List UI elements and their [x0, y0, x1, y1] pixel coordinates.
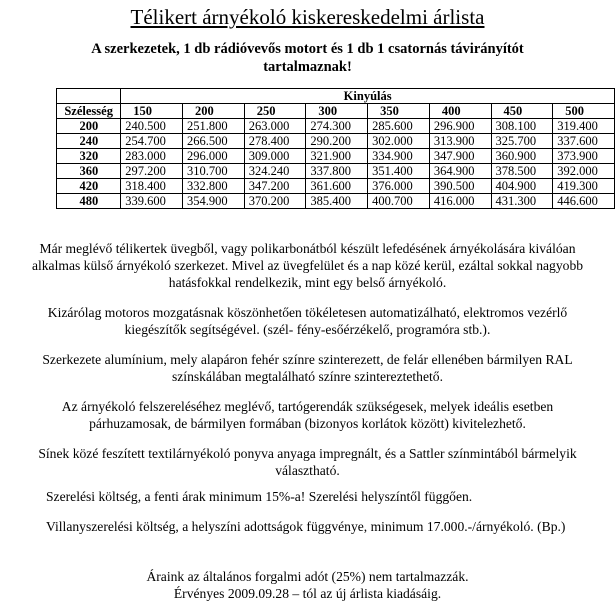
paragraph-validity: Érvényes 2009.09.28 – tól az új árlista kiadásáig.	[173, 586, 442, 601]
table-cell-price: 347.900	[429, 149, 491, 164]
table-cell-price: 310.700	[183, 164, 245, 179]
table-group-header-row	[57, 89, 615, 104]
table-cell-price: 290.200	[306, 134, 368, 149]
table-column-header: 350	[368, 104, 430, 119]
table-row	[57, 194, 615, 209]
table-cell-price: 332.800	[183, 179, 245, 194]
table-row	[57, 134, 615, 149]
table-cell-price: 278.400	[244, 134, 306, 149]
table-cell-price: 337.600	[553, 134, 615, 149]
table-body	[57, 119, 615, 209]
table-cell-price: 400.700	[368, 194, 430, 209]
table-row	[57, 179, 615, 194]
paragraph-description: Már meglévő télikertek üvegből, vagy polikarbonátból készült lefedésének árnyékolására kiválóan alkalmas külső árnyékoló szerkezet. Mivel az üvegfelület és a nap közé kerül, ezáltal sokkal nagyobb hatásfokkal rendelkezik, mint egy belső árnyékoló.	[31, 241, 584, 290]
table-column-header: 300	[306, 104, 368, 119]
table-cell-price: 274.300	[306, 119, 368, 134]
table-row	[57, 119, 615, 134]
table-cell-price: 337.800	[306, 164, 368, 179]
table-cell-price: 354.900	[183, 194, 245, 209]
page-title: Télikert árnyékoló kiskereskedelmi árlista	[130, 5, 485, 29]
table-cell-price: 446.600	[553, 194, 615, 209]
table-cell-price: 364.900	[429, 164, 491, 179]
paragraph-electrical-cost: Villanyszerelési költség, a helyszíni adottságok függvénye, minimum 17.000.-/árnyékoló. (Bp.)	[46, 519, 566, 534]
table-cell-price: 263.000	[244, 119, 306, 134]
price-table	[56, 88, 615, 209]
paragraph-structure: Szerkezete alumínium, mely alapáron fehér színre szinterezett, de felár ellenében bármilyen RAL színskálában megtalálható színre szintereztethető.	[42, 352, 573, 384]
table-cell-price: 309.000	[244, 149, 306, 164]
paragraph-automation: Kizárólag motoros mozgatásnak köszönhetően tökéletesen automatizálható, elektromos vezérlő kiegészítők segítségével. (szél- fény-esőérzékelő, programóra stb.).	[47, 305, 568, 337]
table-cell-price: 360.900	[491, 149, 553, 164]
table-row-label: 480	[57, 194, 121, 209]
table-cell-price: 313.900	[429, 134, 491, 149]
table-column-header: 250	[244, 104, 306, 119]
table-row-label: 240	[57, 134, 121, 149]
table-cell-price: 390.500	[429, 179, 491, 194]
table-row	[57, 149, 615, 164]
paragraph-mounting: Az árnyékoló felszereléséhez meglévő, tartógerendák szükségesek, melyek ideális esetben párhuzamosak, de bármilyen formában (bizonyos korlátok között) kivitelezhető.	[61, 399, 554, 431]
table-cell-price: 416.000	[429, 194, 491, 209]
table-cell-price: 378.500	[491, 164, 553, 179]
table-cell-price: 285.600	[368, 119, 430, 134]
paragraph-fabric: Sínek közé feszített textilárnyékoló ponyva anyaga impregnált, és a Sattler színmintából bármelyik választható.	[38, 446, 577, 478]
table-cell-price: 318.400	[121, 179, 183, 194]
paragraph-install-cost: Szerelési költség, a fenti árak minimum 15%-a! Szerelési helyszíntől függően.	[46, 489, 473, 504]
table-column-header: 400	[429, 104, 491, 119]
table-group-header: Kinyúlás	[121, 89, 615, 104]
table-cell-price: 266.500	[183, 134, 245, 149]
table-cell-price: 404.900	[491, 179, 553, 194]
table-column-header: 500	[553, 104, 615, 119]
table-cell-price: 385.400	[306, 194, 368, 209]
table-cell-price: 251.800	[183, 119, 245, 134]
table-cell-price: 308.100	[491, 119, 553, 134]
table-cell-price: 283.000	[121, 149, 183, 164]
table-cell-price: 321.900	[306, 149, 368, 164]
table-cell-price: 296.000	[183, 149, 245, 164]
table-cell-price: 240.500	[121, 119, 183, 134]
page-subtitle: A szerkezetek, 1 db rádióvevős motort és 1 db 1 csatornás távirányítót tartalmaznak!	[91, 41, 524, 75]
table-row-label: 420	[57, 179, 121, 194]
table-cell-price: 325.700	[491, 134, 553, 149]
table-row-label: 320	[57, 149, 121, 164]
table-cell-price: 361.600	[306, 179, 368, 194]
table-cell-price: 302.000	[368, 134, 430, 149]
table-cell-price: 351.400	[368, 164, 430, 179]
table-cell-price: 319.400	[553, 119, 615, 134]
table-column-header-row	[57, 104, 615, 119]
table-row	[57, 164, 615, 179]
table-cell-price: 334.900	[368, 149, 430, 164]
table-column-header: 450	[491, 104, 553, 119]
table-cell-price: 392.000	[553, 164, 615, 179]
table-row-label: 200	[57, 119, 121, 134]
table-row-label: 360	[57, 164, 121, 179]
table-cell-price: 296.900	[429, 119, 491, 134]
table-column-header: 200	[183, 104, 245, 119]
table-cell-price: 254.700	[121, 134, 183, 149]
table-cell-price: 431.300	[491, 194, 553, 209]
table-cell-price: 347.200	[244, 179, 306, 194]
table-cell-price: 297.200	[121, 164, 183, 179]
paragraph-vat-note: Áraink az általános forgalmi adót (25%) nem tartalmazzák.	[146, 569, 469, 584]
table-cell-price: 376.000	[368, 179, 430, 194]
table-cell-price: 339.600	[121, 194, 183, 209]
table-column-header: 150	[121, 104, 183, 119]
table-cell-price: 419.300	[553, 179, 615, 194]
table-row-header-title: Szélesség	[57, 104, 121, 119]
table-cell-price: 373.900	[553, 149, 615, 164]
table-corner-cell	[57, 89, 121, 104]
table-cell-price: 370.200	[244, 194, 306, 209]
table-cell-price: 324.240	[244, 164, 306, 179]
